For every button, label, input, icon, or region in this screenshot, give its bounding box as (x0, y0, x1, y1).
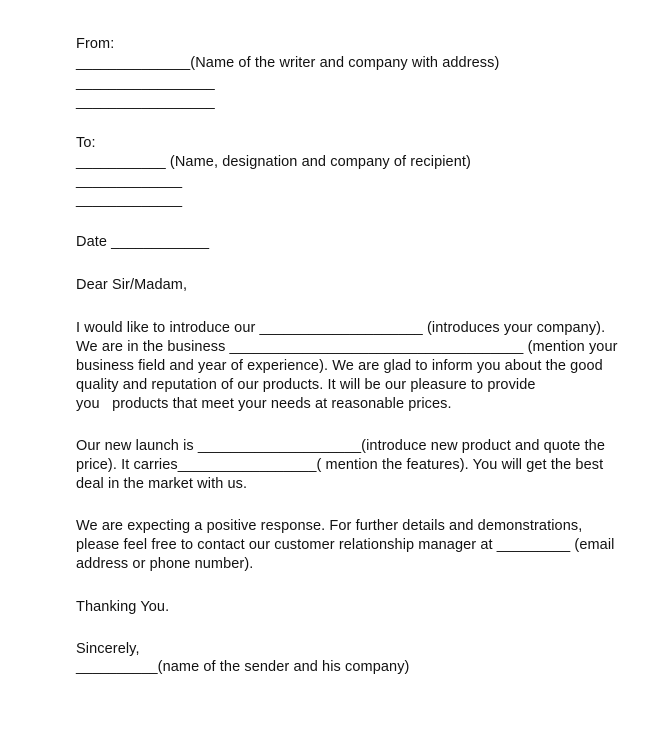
salutation: Dear Sir/Madam, (76, 277, 188, 293)
from-address-line-2: _________________ (76, 75, 215, 91)
signature-line: __________(name of the sender and his company) (76, 659, 410, 675)
from-label: From: (76, 36, 115, 52)
para1-line-2: We are in the business ____________________________________ (mention your (76, 339, 618, 355)
to-address-line-2: _____________ (76, 173, 183, 189)
closing-line: Sincerely, (76, 641, 140, 657)
from-name-line: ______________(Name of the writer and company with address) (76, 55, 500, 71)
para1-line-3: business field and year of experience). We are glad to inform you about the good (76, 358, 603, 374)
to-recipient-line: ___________ (Name, designation and company of recipient) (76, 154, 471, 170)
para2-line-3: deal in the market with us. (76, 476, 248, 492)
para3-line-1: We are expecting a positive response. For further details and demonstrations, (76, 518, 583, 534)
para2-line-2: price). It carries_________________( mention the features). You will get the best (76, 457, 604, 473)
para1-line-5: you products that meet your needs at reasonable prices. (76, 396, 452, 412)
to-address-line-3: _____________ (76, 192, 183, 208)
para3-line-3: address or phone number). (76, 556, 254, 572)
date-line: Date ____________ (76, 234, 210, 250)
from-address-line-3: _________________ (76, 94, 215, 110)
para1-line-4: quality and reputation of our products. It will be our pleasure to provide (76, 377, 536, 393)
para3-line-2: please feel free to contact our customer relationship manager at _________ (email (76, 537, 615, 553)
para2-line-1: Our new launch is ____________________(introduce new product and quote the (76, 438, 605, 454)
thanks-line: Thanking You. (76, 599, 170, 615)
para1-line-1: I would like to introduce our ____________________ (introduces your company). (76, 320, 606, 336)
to-label: To: (76, 135, 96, 151)
